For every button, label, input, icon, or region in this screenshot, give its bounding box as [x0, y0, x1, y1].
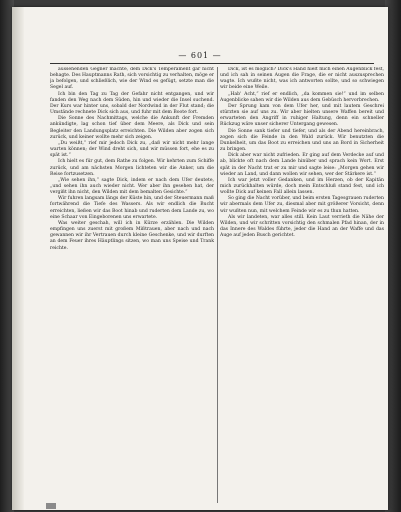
paragraph: Ich war jetzt voller Gedanken, und im Herzen, ob der Kapitän mich zurückhalten würde, doch mein Entschluß stand fest, und ich wollte Dick auf keinen Fall allein lassen.	[220, 177, 384, 196]
paragraph: Die Sonne sank tiefer und tiefer, und als der Abend hereinbrach, zogen sich die Feinde in den Wald zurück. Wir benutzten die Dunkelheit, um das Boot zu erreichen und uns an Bord in Sicherheit zu bringen.	[220, 128, 384, 153]
page-foot-tab	[46, 503, 56, 509]
paragraph: Der Sprung kam von dem Ufer her, und mit lautem Geschrei stürzten sie auf uns zu. Wir aber hielten unsere Waffen bereit und erwarteten den Angriff in ruhiger Haltung, denn ein schneller Rückzug wäre unser sicherer Untergang gewesen.	[220, 103, 384, 128]
paragraph: Die Sonne des Nachmittags, welche die Ankunft der Fremden ankündigte, lag schon tief über dem Meere, als Dick und sein Begleiter den Landungsplatz erreichten. Die Wilden aber zogen sich zurück, und keiner wollte mehr sich zeigen.	[50, 116, 214, 140]
paragraph: „Hab' Acht,“ rief er endlich, „da kommen sie!“ und im selben Augenblicke sahen wir die Wilden aus dem Gebüsch hervorbrechen.	[220, 91, 384, 103]
page-number: — 601 —	[178, 51, 222, 60]
header-rule	[50, 63, 374, 64]
paragraph: „Wie sehen ihn,“ sagte Dick, indem er nach dem Ufer deutete, „und sehen ihn auch wieder nicht. Wer aber ihn gesehen hat, der vergißt ihn nicht, den Wilden mit dem bemalten Gesichte.“	[50, 177, 214, 196]
paragraph: Ich bin den Tag zu Tag der Gefahr nicht entgangen, und wir fanden den Weg nach dem Süden, hin und wieder die Insel suchend. Der Kurs war hinter uns, sobald der Nordwind in der Flut stand; die Umstände rechnete Dick sich aus, und fuhr mit dem Boote fort.	[50, 91, 214, 116]
left-column	[50, 67, 214, 503]
paragraph: So ging die Nacht vorüber, und beim ersten Tagesgrauen ruderten wir abermals dem Ufer zu, diesmal aber mit größerer Vorsicht, denn wir wußten nun, mit welchem Feinde wir es zu thun hatten.	[220, 196, 384, 214]
page-gutter	[12, 7, 24, 510]
column-divider	[217, 67, 218, 503]
paragraph: Wir fuhren langsam längs der Küste hin, und der Steuermann maß fortwährend die Tiefe des Wassers. Als wir endlich die Bucht erreichten, ließen wir das Boot hinab und ruderten dem Lande zu, wo eine Schaar von Eingeborenen uns erwartete.	[50, 196, 214, 220]
paragraph: aussehenden Gegner machte, dem Dick's Temperament gar nicht behagte. Des Hauptmanns Rath, sich vorsichtig zu verhalten, möge er ja befolgen, und schließlich, wie der Wind es gefügt, setzte man die Segel auf.	[50, 67, 214, 91]
paragraph: Dick, ist es möglich? Dick's Hand hielt mich einen Augenblick fest, und ich sah in seinen Augen die Frage, die er nicht auszusprechen wagte. Ich wußte nicht, was ich antworten sollte, und so schwiegen wir beide eine Weile.	[220, 67, 384, 91]
right-column	[220, 67, 384, 503]
paragraph: Ich hielt es für gut, dem Rathe zu folgen. Wir kehrten zum Schiffe zurück, und am nächsten Morgen lichteten wir die Anker, um die Reise fortzusetzen.	[50, 159, 214, 177]
paragraph: Als wir landeten, war alles still. Kein Laut verrieth die Nähe der Wilden, und wir schritten vorsichtig den schmalen Pfad hinan, der in das Innere des Waldes führte, jeder die Hand an der Waffe und das Auge auf jeden Busch gerichtet.	[220, 214, 384, 239]
paragraph: Dick aber war nicht zufrieden. Er ging auf dem Verdecke auf und ab, blickte oft nach dem Lande hinüber und sprach kein Wort. Erst spät in der Nacht trat er zu mir und sagte leise: „Morgen gehen wir wieder an Land, und dann wollen wir sehen, wer der Stärkere ist.“	[220, 153, 384, 177]
paragraph: „Du weißt,“ rief mir jedoch Dick zu, „daß wir nicht mehr lange warten können; der Wind dreht sich, und wir müssen fort, ehe es zu spät ist.“	[50, 140, 214, 159]
paragraph: Was weiter geschah, will ich in Kürze erzählen. Die Wilden empfingen uns zuerst mit großem Mißtrauen, aber nach und nach gewannen wir ihr Vertrauen durch kleine Geschenke, und wir durften an dem Feuer ihres Häuptlings sitzen, wo man uns Speise und Trank reichte.	[50, 220, 214, 251]
